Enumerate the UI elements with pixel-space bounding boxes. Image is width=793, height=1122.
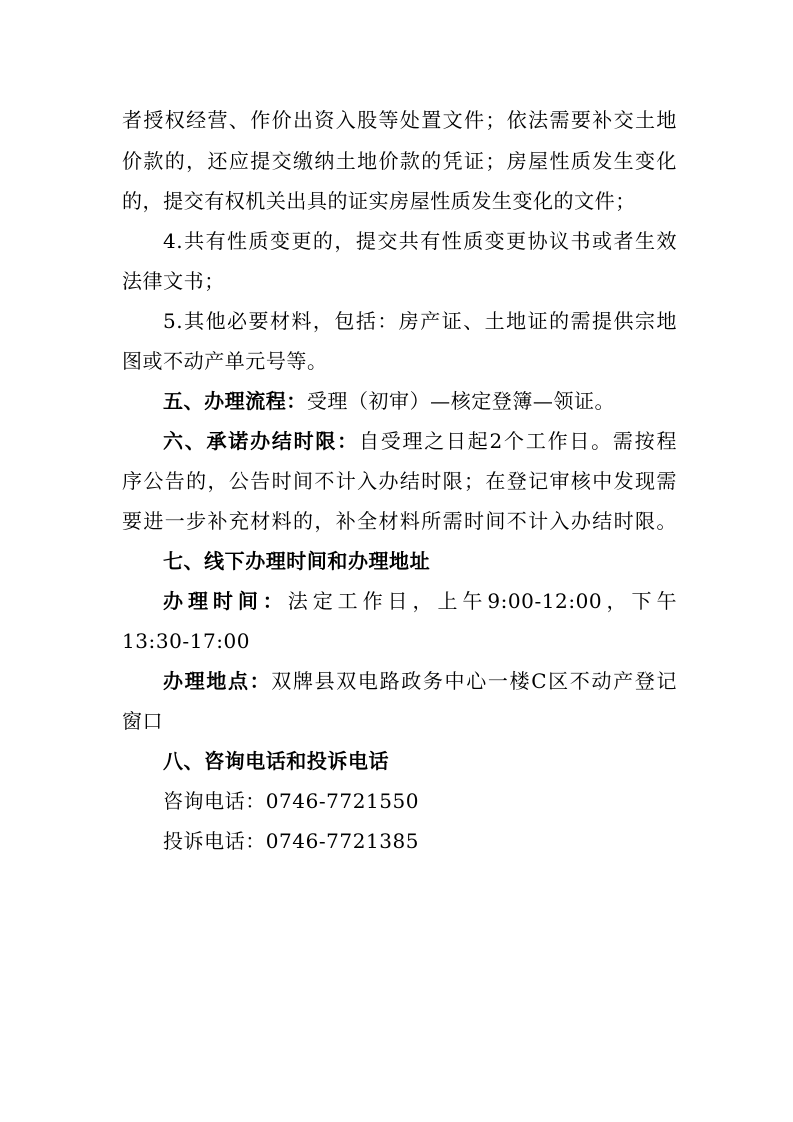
section-eight-heading: 八、咨询电话和投诉电话 <box>163 749 390 773</box>
body-line: 法律文书； <box>122 269 225 293</box>
consult-phone: 咨询电话：0746-7721550 <box>163 789 420 813</box>
section-six-text: 自受理之日起2个工作日。需按程 <box>358 429 677 453</box>
section-five <box>163 389 677 413</box>
section-six-heading: 六、承诺办结时限： <box>163 429 359 453</box>
office-hours-line <box>163 589 677 613</box>
office-hours-label: 办理时间： <box>163 589 288 613</box>
body-line: 4.共有性质变更的，提交共有性质变更协议书或者生效 <box>163 229 677 253</box>
office-address-line <box>163 669 677 693</box>
section-six-line: 要进一步补充材料的，补全材料所需时间不计入办结时限。 <box>122 509 677 533</box>
body-line: 5.其他必要材料，包括：房产证、土地证的需提供宗地 <box>163 309 677 333</box>
complaint-phone: 投诉电话：0746-7721385 <box>163 829 420 853</box>
section-six-line <box>163 429 677 453</box>
body-line: 价款的，还应提交缴纳土地价款的凭证；房屋性质发生变化 <box>122 149 677 173</box>
office-address-value: 双牌县双电路政务中心一楼C区不动产登记 <box>271 669 677 693</box>
section-seven-heading: 七、线下办理时间和办理地址 <box>163 549 431 573</box>
section-six-line: 序公告的，公告时间不计入办结时限；在登记审核中发现需 <box>122 469 677 493</box>
body-line: 图或不动产单元号等。 <box>122 349 328 373</box>
office-address-line: 窗口 <box>122 709 164 733</box>
office-address-label: 办理地点： <box>163 669 272 693</box>
section-five-heading: 五、办理流程： <box>163 389 307 413</box>
body-line: 者授权经营、作价出资入股等处置文件；依法需要补交土地 <box>122 108 677 132</box>
office-hours-line: 13:30-17:00 <box>122 629 251 653</box>
section-five-text: 受理（初审）—核定登簿—领证。 <box>306 389 616 413</box>
office-hours-value: 法定工作日，上午9:00-12:00，下午 <box>287 589 677 613</box>
body-line: 的，提交有权机关出具的证实房屋性质发生变化的文件； <box>122 189 636 213</box>
